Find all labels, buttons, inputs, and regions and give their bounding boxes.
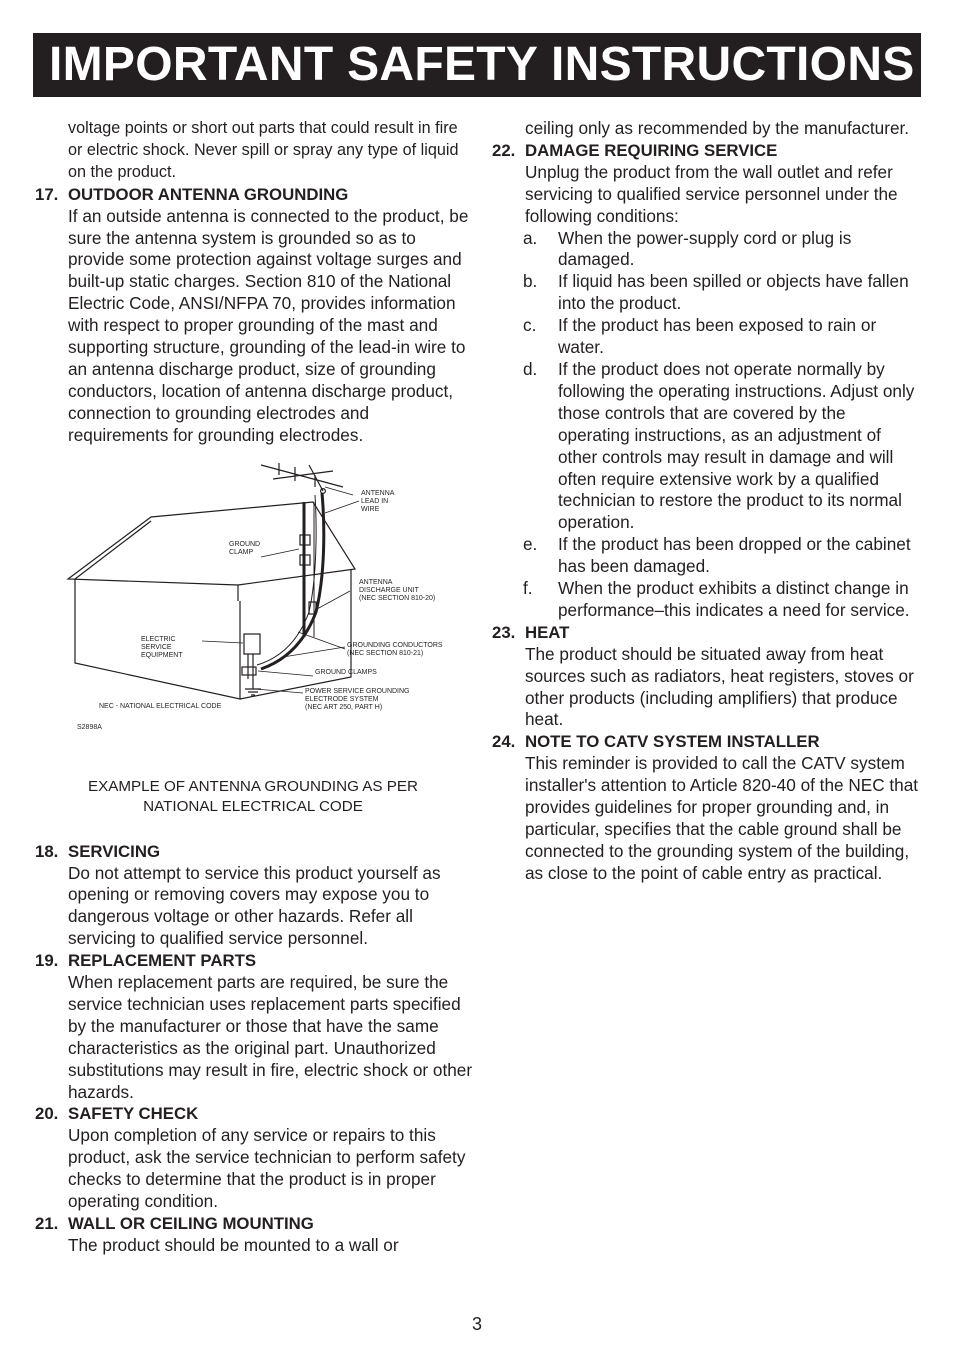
label-equipment-1: ELECTRIC — [141, 635, 176, 643]
label-antenna-2: LEAD IN — [361, 497, 389, 505]
list-text: If the product has been dropped or the cabinet has been damaged. — [558, 534, 911, 577]
list-letter: a. — [523, 227, 538, 248]
label-electrode-2: ELECTRODE SYSTEM — [305, 695, 379, 703]
section-22-heading — [490, 140, 922, 162]
list-item — [490, 271, 922, 315]
section-title: SAFETY CHECK — [68, 1104, 199, 1124]
continuation-text: voltage points or short out parts that could result in fire or electric shock. Never spill or spray any type of liquid on the product. — [68, 119, 459, 181]
section-23-heading — [490, 622, 922, 644]
list-letter: c. — [523, 315, 537, 336]
list-item — [490, 315, 922, 359]
list-text: If the product has been exposed to rain or water. — [558, 315, 877, 358]
section-19-body: When replacement parts are required, be sure the service technician uses replacement parts specified by the manufacturer or those that have the same characteristics as the original part. Unauthorized substitutions may result in fire, electric shock or other hazards. — [68, 972, 473, 1102]
section-title: NOTE TO CATV SYSTEM INSTALLER — [525, 732, 820, 752]
section-20-heading — [33, 1103, 473, 1125]
section-21-heading — [33, 1213, 473, 1235]
section-number: 21. — [35, 1214, 59, 1233]
section-18-heading — [33, 841, 473, 863]
label-nec: NEC - NATIONAL ELECTRICAL CODE — [99, 702, 222, 710]
section-20-body: Upon completion of any service or repairs to this product, ask the service technician to perform safety checks to determine that the product is in proper operating condition. — [68, 1125, 466, 1212]
label-discharge-3: (NEC SECTION 810-20) — [359, 594, 436, 602]
section-17-body: If an outside antenna is connected to the product, be sure the antenna system is grounded so as to provide some protection against voltage surges and built-up static charges. Section 810 of the National Electric Code, ANSI/NFPA 70, provides information with respect to proper grounding of the mast and supporting structure, grounding of the lead-in wire to an antenna discharge product, size of grounding conductors, location of antenna discharge product, connection to grounding electrodes and requirements for grounding electrodes. — [68, 205, 469, 445]
right-column — [490, 118, 922, 885]
caption-line-2: NATIONAL ELECTRICAL CODE — [143, 797, 363, 815]
section-number: 23. — [492, 622, 516, 642]
list-text: When the product exhibits a distinct change in performance–this indicates a need for service. — [558, 578, 910, 620]
list-item — [490, 578, 922, 622]
list-letter: f. — [523, 578, 533, 599]
section-18-body: Do not attempt to service this product yourself as opening or removing covers may expose you to dangerous voltage or other hazards. Refer all servicing to qualified service personnel. — [68, 862, 441, 949]
list-text: If liquid has been spilled or objects have fallen into the product. — [558, 271, 909, 314]
page-title: IMPORTANT SAFETY INSTRUCTIONS — [33, 33, 921, 97]
label-conductors-1: GROUNDING CONDUCTORS — [347, 641, 443, 649]
list-letter: d. — [523, 358, 538, 379]
section-title: REPLACEMENT PARTS — [68, 951, 257, 971]
list-letter: e. — [523, 534, 538, 555]
antenna-grounding-diagram — [33, 457, 473, 765]
label-discharge-1: ANTENNA — [359, 578, 393, 586]
grounding-diagram-svg — [33, 457, 473, 757]
list-item — [490, 534, 922, 578]
section-title: WALL OR CEILING MOUNTING — [68, 1214, 314, 1233]
section-title: HEAT — [525, 622, 570, 642]
list-letter: b. — [523, 271, 538, 292]
section-19-heading — [33, 950, 473, 972]
section-24-body: This reminder is provided to call the CATV system installer's attention to Article 820-40 of the NEC that provides guidelines for proper grounding and, in particular, specifies that the cable ground shall be connected to the grounding system of the building, as close to the point of cable entry as practical. — [525, 753, 919, 883]
section-22-body: Unplug the product from the wall outlet and refer servicing to qualified service personnel under the following conditions: — [525, 161, 898, 226]
condition-list — [490, 228, 922, 622]
list-text: When the power-supply cord or plug is damaged. — [558, 227, 852, 270]
label-discharge-2: DISCHARGE UNIT — [359, 586, 419, 594]
section-17-heading — [33, 184, 473, 206]
label-electrode-3: (NEC ART 250, PART H) — [305, 703, 383, 711]
section-number: 22. — [492, 140, 516, 160]
label-electrode-1: POWER SERVICE GROUNDING — [305, 687, 410, 695]
section-title: DAMAGE REQUIRING SERVICE — [525, 140, 778, 160]
label-clamp-2: CLAMP — [229, 548, 254, 556]
section-number: 17. — [35, 184, 59, 204]
label-conductors-2: (NEC SECTION 810-21) — [347, 649, 424, 657]
section-number: 19. — [35, 951, 59, 971]
section-23-body: The product should be situated away from heat sources such as radiators, heat registers, stoves or other products (including amplifiers) that produce heat. — [525, 643, 914, 730]
section-number: 24. — [492, 732, 516, 752]
list-item — [490, 228, 922, 272]
label-equipment-2: SERVICE — [141, 643, 172, 651]
section-21-body: The product should be mounted to a wall or — [68, 1234, 399, 1255]
section-number: 18. — [35, 841, 59, 861]
page-number: 3 — [471, 1314, 482, 1334]
label-antenna-3: WIRE — [361, 505, 380, 513]
label-clamp-1: GROUND — [229, 540, 261, 548]
left-column — [33, 118, 473, 1257]
label-figure-code: S2898A — [77, 723, 102, 731]
list-item — [490, 359, 922, 534]
label-ground-clamps: GROUND CLAMPS — [315, 668, 377, 676]
label-antenna-1: ANTENNA — [361, 489, 395, 497]
continuation-text: ceiling only as recommended by the manufacturer. — [525, 118, 910, 138]
section-24-heading — [490, 731, 922, 753]
label-equipment-3: EQUIPMENT — [141, 651, 183, 659]
list-text: If the product does not operate normally by following the operating instructions. Adjust only those controls that are covered by the operating instructions, as an adjustment of other controls may result in damage and will often require extensive work by a qualified technician to restore the product to its normal operation. — [558, 358, 915, 533]
section-title: OUTDOOR ANTENNA GROUNDING — [68, 184, 349, 204]
section-number: 20. — [35, 1104, 59, 1124]
section-title: SERVICING — [68, 841, 161, 861]
caption-line-1: EXAMPLE OF ANTENNA GROUNDING AS PER — [88, 777, 418, 795]
figure-caption — [33, 777, 473, 817]
